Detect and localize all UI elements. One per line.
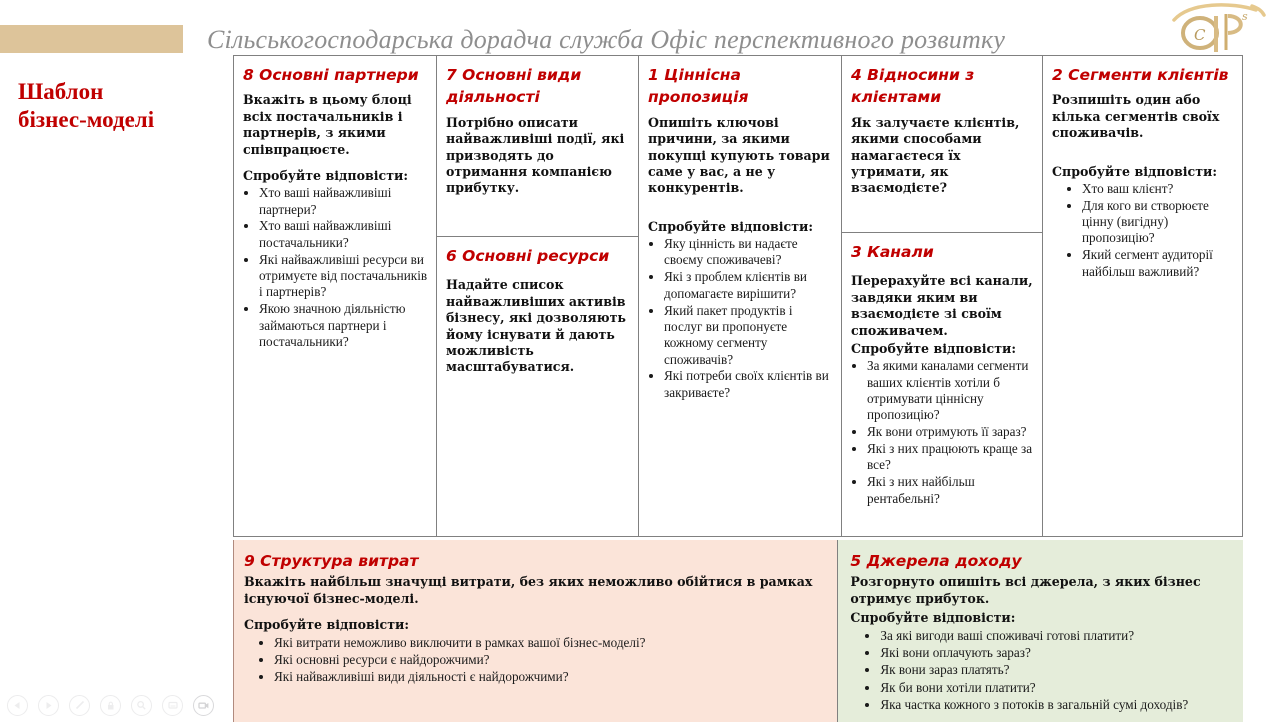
list-item: • За які вигоди ваші споживачі готові платити? [880,628,1233,644]
list-item: • Хто ваші найважливіші партнери? [259,185,428,218]
page-title [18,78,218,134]
question-list-value-proposition [648,236,833,401]
block-channels [842,233,1042,536]
page-title-line-1: Шаблон [18,79,104,104]
subtitles-button[interactable] [162,695,183,716]
video-camera-icon [197,699,210,712]
lock-pointer-button[interactable] [100,695,121,716]
triangle-right-icon [44,701,53,710]
block-prompt-customer-segments: Спробуйте відповісти: [1052,163,1217,179]
block-prompt-revenue-streams: Спробуйте відповісти: [850,610,1016,626]
list-item: • Які потреби своїх клієнтів ви закриваєте? [664,368,833,401]
block-heading-key-activities: 7 Основні види діяльності [446,66,582,107]
block-customer-segments [1043,56,1242,536]
list-item: • Які найважливіші ресурси ви отримуєте від постачальників і партнерів? [259,252,428,301]
list-item: • Яка частка кожного з потоків в загальній сумі доходів? [880,697,1233,713]
block-heading-channels: 3 Канали [851,243,934,261]
block-value-proposition [639,56,841,536]
canvas-column-key-partners [234,56,437,536]
zoom-search-button[interactable] [131,695,152,716]
previous-slide-button[interactable] [7,695,28,716]
canvas-column-value-proposition [639,56,842,536]
block-intro-customer-relationships: Як залучаєте клієнтів, якими способами намагаєтеся їх утримати, як взаємодієте? [851,114,1020,196]
block-prompt-channels: Спробуйте відповісти: [851,340,1016,356]
business-model-canvas-grid [233,55,1243,537]
list-item: • Хто ваш клієнт? [1082,181,1234,197]
list-item: • Яку цінність ви надаєте своєму споживачеві? [664,236,833,269]
block-intro-revenue-streams: Розгорнуто опишіть всі джерела, з яких бізнес отримує прибуток. [850,574,1201,606]
list-item: • Які вони оплачують зараз? [880,645,1233,661]
question-list-key-partners [243,185,428,350]
list-item: • Як вони зараз платять? [880,662,1233,678]
canvas-bottom-row [233,540,1243,722]
block-intro-channels: Перерахуйте всі канали, завдяки яким ви взаємодієте зі своїм споживачем. [851,273,1033,338]
next-slide-button[interactable] [38,695,59,716]
canvas-column-relationships-channels [842,56,1043,536]
canvas-column-customer-segments [1043,56,1242,536]
block-heading-customer-segments: 2 Сегменти клієнтів [1052,66,1229,84]
block-key-partners [234,56,436,536]
block-heading-key-resources: 6 Основні ресурси [446,247,610,265]
list-item: • Для кого ви створюєте цінну (вигідну) пропозицію? [1082,198,1234,247]
list-item: • Які найважливіші види діяльності є найдорожчими? [274,669,827,685]
list-item: • Як вони отримують її зараз? [867,424,1034,440]
question-list-revenue-streams [850,628,1233,714]
block-intro-customer-segments: Розпишіть один або кілька сегментів своїх споживачів. [1052,92,1220,141]
block-intro-key-resources: Надайте список найважливіших активів бізнесу, які дозволяють йому існувати й дають можливість масштабуватися. [446,277,626,375]
video-camera-button[interactable] [193,695,214,716]
question-list-cost-structure [244,635,827,686]
block-heading-cost-structure: 9 Структура витрат [244,552,419,570]
list-item: • Які з них найбільш рентабельні? [867,474,1034,507]
block-intro-key-partners: Вкажіть в цьому блоці всіх постачальників і партнерів, з якими співпрацюєте. [243,92,412,157]
lock-icon [105,700,116,711]
player-toolbar [0,688,233,722]
block-prompt-value-proposition: Спробуйте відповісти: [648,218,813,234]
pen-annotate-button[interactable] [69,695,90,716]
svg-text:s: s [1242,10,1248,23]
list-item: • Який сегмент аудиторії найбільш важливий? [1082,247,1234,280]
block-intro-value-proposition: Опишіть ключові причини, за якими покупці купують товари саме у вас, а не у конкурентів. [648,114,830,196]
list-item: • Які з них працюють краще за все? [867,441,1034,474]
page-title-line-2: бізнес-моделі [18,107,155,133]
list-item: • Якою значною діяльністю займаються партнери і постачальники? [259,301,428,350]
list-item: • Які основні ресурси є найдорожчими? [274,652,827,668]
list-item: • Які з проблем клієнтів ви допомагаєте вирішити? [664,269,833,302]
block-cost-structure [234,540,838,722]
block-customer-relationships [842,56,1042,233]
block-intro-key-activities: Потрібно описати найважливіші події, які призводять до отримання компанією прибутку. [446,114,625,196]
block-heading-customer-relationships: 4 Відносини з клієнтами [851,66,975,107]
block-heading-value-proposition: 1 Ціннісна пропозиція [648,66,749,107]
list-item: • Хто ваші найважливіші постачальники? [259,218,428,251]
list-item: • Який пакет продуктів і послуг ви пропонуєте кожному сегменту споживачів? [664,303,833,368]
header-title: Сільськогосподарська дорадча служба Офіс перспективного розвитку [207,25,1006,54]
block-key-activities [437,56,638,237]
list-item: • Які витрати неможливо виключити в рамках вашої бізнес-моделі? [274,635,827,651]
triangle-left-icon [13,701,22,710]
svg-text:C: C [1194,26,1206,44]
magnifier-icon [136,700,147,711]
question-list-customer-segments [1052,181,1234,280]
subtitles-icon [167,699,179,711]
block-revenue-streams [838,540,1243,722]
canvas-column-key-activities-resources [437,56,639,536]
pen-slash-icon [74,699,86,711]
list-item: • За якими каналами сегменти ваших клієнтів хотіли б отримувати ціннісну пропозицію? [867,358,1034,423]
block-intro-cost-structure: Вкажіть найбільш значущі витрати, без яких неможливо обійтися в рамках існуючої бізнес-моделі. [244,574,813,606]
block-heading-key-partners: 8 Основні партнери [243,66,419,84]
block-prompt-cost-structure: Спробуйте відповісти: [244,617,409,633]
block-prompt-key-partners: Спробуйте відповісти: [243,167,408,183]
block-key-resources [437,237,638,536]
block-heading-revenue-streams: 5 Джерела доходу [850,552,1022,570]
decorative-tan-bar [0,25,183,53]
question-list-channels [851,358,1034,507]
organization-logo-icon [1160,0,1272,58]
list-item: • Як би вони хотіли платити? [880,680,1233,696]
